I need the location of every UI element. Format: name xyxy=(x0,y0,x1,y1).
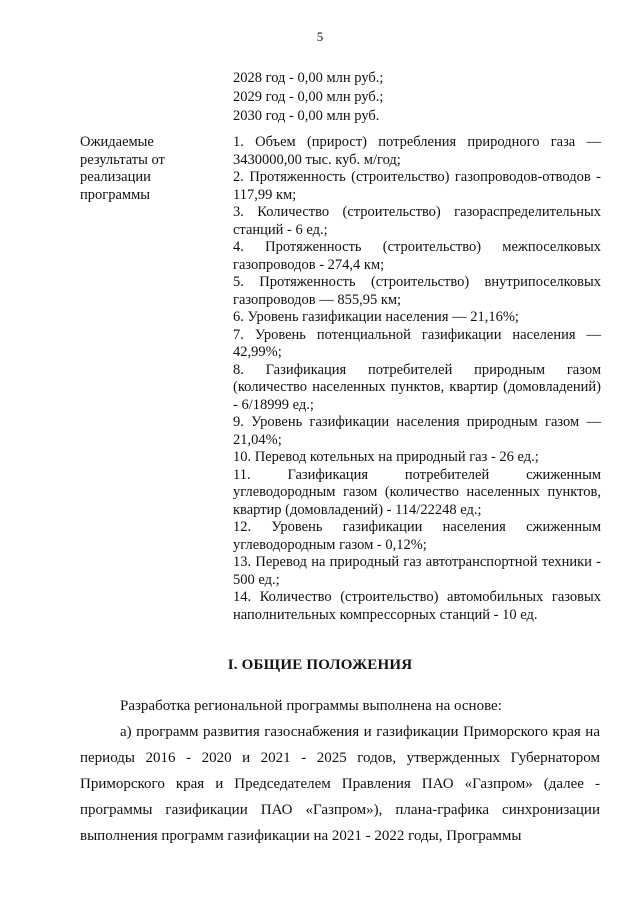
funding-year-2030: 2030 год - 0,00 млн руб. xyxy=(233,108,380,124)
result-item: 11. Газификация потребителей сжиженным углеводородным газом (количество населенных пунктов, квартир (домовладений) - 114/22248 ед.; xyxy=(233,466,601,518)
result-item: 14. Количество (строительство) автомобильных газовых наполнительных компрессорных станций - 10 ед. xyxy=(233,589,601,623)
body-text xyxy=(80,693,600,849)
funding-year-2028: 2028 год - 0,00 млн руб.; xyxy=(233,70,384,86)
funding-year-2029: 2029 год - 0,00 млн руб.; xyxy=(233,89,384,105)
result-item: 13. Перевод на природный газ автотранспортной техники - 500 ед.; xyxy=(233,554,601,588)
result-item: 3. Количество (строительство) газораспределительных станций - 6 ед.; xyxy=(233,204,601,238)
result-item: 10. Перевод котельных на природный газ - 26 ед.; xyxy=(233,449,539,465)
paragraph: Разработка региональной программы выполнена на основе: xyxy=(120,698,502,714)
funding-by-year xyxy=(233,69,603,126)
paragraph: а) программ развития газоснабжения и газификации Приморского края на периоды 2016 - 2020 и 2021 - 2025 годов, утвержденных Губернатором Приморского края и Председателем Правления ПАО «Газпром» (далее - программы газификации ПАО «Газпром»), плана-графика синхронизации выполнения программ газификации на 2021 - 2022 годы, Программы xyxy=(80,724,600,844)
result-item: 2. Протяженность (строительство) газопроводов-отводов - 117,99 км; xyxy=(233,169,601,203)
result-item: 8. Газификация потребителей природным газом (количество населенных пунктов, квартир (домовладений) - 6/18999 ед.; xyxy=(233,361,601,413)
results-label: Ожидаемые результаты от реализации программы xyxy=(80,134,165,203)
result-item: 12. Уровень газификации населения сжиженным углеводородным газом - 0,12%; xyxy=(233,519,601,553)
section-title: I. ОБЩИЕ ПОЛОЖЕНИЯ xyxy=(227,657,413,673)
result-item: 9. Уровень газификации населения природным газом — 21,04%; xyxy=(233,414,601,448)
result-item: 6. Уровень газификации населения — 21,16%; xyxy=(233,309,519,325)
page-number: 5 xyxy=(316,29,324,44)
expected-results-list xyxy=(233,134,601,624)
result-item: 1. Объем (прирост) потребления природного газа — 3430000,00 тыс. куб. м/год; xyxy=(233,134,601,168)
result-item: 5. Протяженность (строительство) внутрипоселковых газопроводов — 855,95 км; xyxy=(233,274,601,308)
result-item: 4. Протяженность (строительство) межпоселковых газопроводов - 274,4 км; xyxy=(233,239,601,273)
result-item: 7. Уровень потенциальной газификации населения — 42,99%; xyxy=(233,326,601,360)
